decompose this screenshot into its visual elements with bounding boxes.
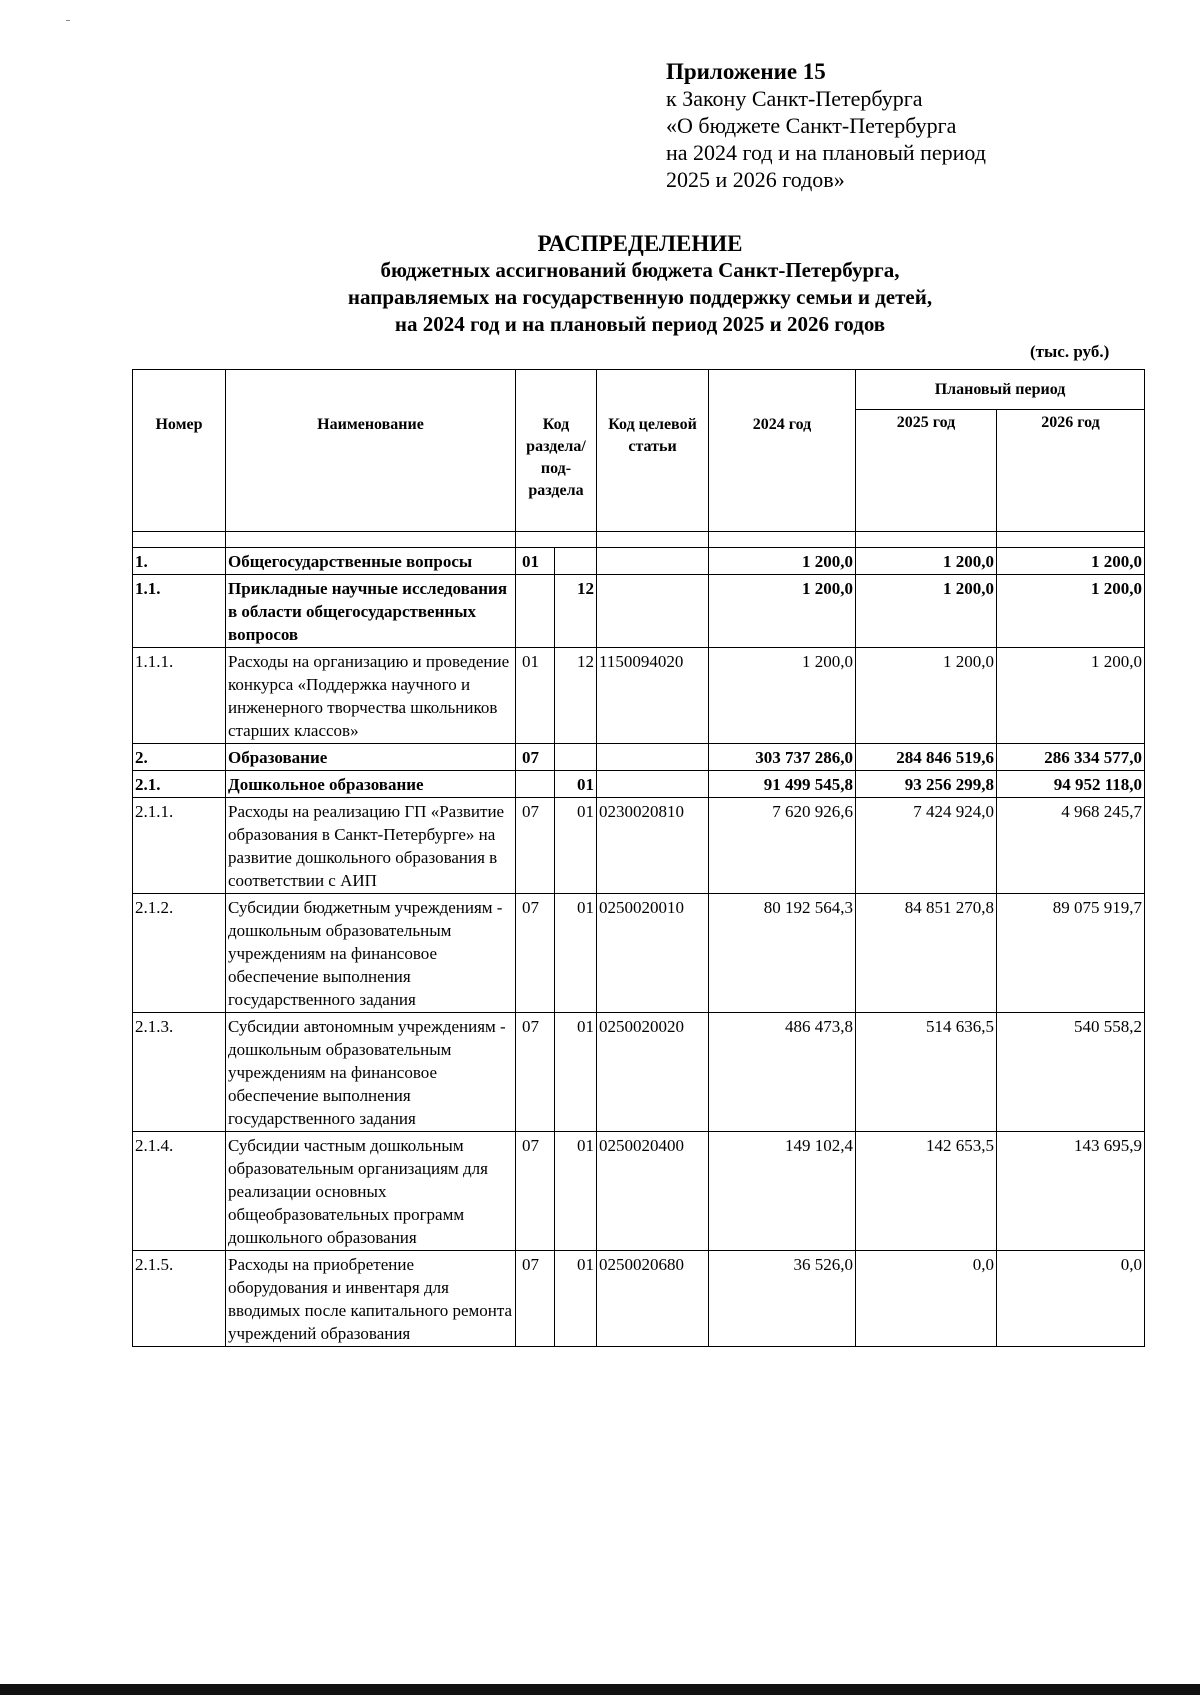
row-target-code <box>597 744 709 771</box>
row-section-code: 07 <box>516 1132 555 1251</box>
row-name: Образование <box>226 744 516 771</box>
header-name: Наименование <box>226 370 516 532</box>
row-name: Прикладные научные исследования в области общегосударственных вопросов <box>226 575 516 648</box>
header-gap-row <box>133 532 1145 548</box>
row-name: Субсидии автономным учреждениям - дошкольным образовательным учреждениям на финансовое обеспечение выполнения государственного задания <box>226 1013 516 1132</box>
row-number: 2.1.1. <box>133 798 226 894</box>
row-value-2024: 80 192 564,3 <box>709 894 856 1013</box>
row-target-code: 1150094020 <box>597 648 709 744</box>
appendix-title: Приложение 15 <box>666 59 826 84</box>
appendix-line: «О бюджете Санкт-Петербурга <box>666 113 957 138</box>
row-subsection-code: 01 <box>555 1132 597 1251</box>
appendix-line: 2025 и 2026 годов» <box>666 167 845 192</box>
document-subtitle-line: направляемых на государственную поддержку семьи и детей, <box>347 285 933 309</box>
row-section-code: 07 <box>516 744 555 771</box>
row-section-code: 07 <box>516 1013 555 1132</box>
table-row <box>133 894 1145 1013</box>
row-value-2024: 91 499 545,8 <box>709 771 856 798</box>
header-2024: 2024 год <box>709 370 856 532</box>
row-value-2025: 7 424 924,0 <box>856 798 997 894</box>
row-section-code: 01 <box>516 648 555 744</box>
row-section-code: 07 <box>516 894 555 1013</box>
row-value-2026: 4 968 245,7 <box>997 798 1145 894</box>
row-subsection-code: 01 <box>555 798 597 894</box>
row-name: Расходы на реализацию ГП «Развитие образования в Санкт-Петербурге» на развитие дошкольного образования в соответствии с АИП <box>226 798 516 894</box>
table-row <box>133 575 1145 648</box>
row-value-2026: 1 200,0 <box>997 575 1145 648</box>
row-subsection-code <box>555 548 597 575</box>
row-value-2024: 149 102,4 <box>709 1132 856 1251</box>
row-target-code <box>597 548 709 575</box>
row-value-2024: 7 620 926,6 <box>709 798 856 894</box>
header-section-code: Код раздела/ под-раздела <box>516 370 597 532</box>
row-value-2025: 84 851 270,8 <box>856 894 997 1013</box>
row-section-code <box>516 771 555 798</box>
document-title: РАСПРЕДЕЛЕНИЕ <box>537 231 743 256</box>
row-value-2024: 1 200,0 <box>709 648 856 744</box>
row-value-2025: 93 256 299,8 <box>856 771 997 798</box>
row-section-code: 07 <box>516 1251 555 1347</box>
row-value-2025: 1 200,0 <box>856 548 997 575</box>
table-row <box>133 1251 1145 1347</box>
row-subsection-code: 12 <box>555 648 597 744</box>
row-target-code <box>597 771 709 798</box>
row-value-2026: 94 952 118,0 <box>997 771 1145 798</box>
row-value-2025: 1 200,0 <box>856 575 997 648</box>
table-row <box>133 548 1145 575</box>
table-row <box>133 648 1145 744</box>
header-2025: 2025 год <box>856 410 997 532</box>
row-section-code: 01 <box>516 548 555 575</box>
appendix-line: на 2024 год и на плановый период <box>666 140 986 165</box>
table-row <box>133 1132 1145 1251</box>
row-value-2024: 1 200,0 <box>709 548 856 575</box>
document-heading <box>200 230 1080 338</box>
scan-mark <box>66 20 70 21</box>
table-row <box>133 1013 1145 1132</box>
row-number: 2.1.5. <box>133 1251 226 1347</box>
header-target-code: Код целевой статьи <box>597 370 709 532</box>
row-subsection-code: 01 <box>555 1251 597 1347</box>
row-name: Расходы на организацию и проведение конкурса «Поддержка научного и инженерного творчества школьников старших классов» <box>226 648 516 744</box>
scan-bottom-edge <box>0 1684 1200 1695</box>
row-value-2025: 514 636,5 <box>856 1013 997 1132</box>
row-name: Общегосударственные вопросы <box>226 548 516 575</box>
row-value-2025: 1 200,0 <box>856 648 997 744</box>
table-body <box>133 548 1145 1347</box>
appendix-line: к Закону Санкт-Петербурга <box>666 86 923 111</box>
row-value-2026: 143 695,9 <box>997 1132 1145 1251</box>
row-value-2024: 486 473,8 <box>709 1013 856 1132</box>
row-target-code: 0250020680 <box>597 1251 709 1347</box>
row-target-code: 0230020810 <box>597 798 709 894</box>
row-section-code: 07 <box>516 798 555 894</box>
row-value-2024: 36 526,0 <box>709 1251 856 1347</box>
row-value-2025: 142 653,5 <box>856 1132 997 1251</box>
row-value-2026: 1 200,0 <box>997 648 1145 744</box>
units-label: (тыс. руб.) <box>1030 342 1110 361</box>
budget-table <box>132 369 1145 1347</box>
row-number: 1.1. <box>133 575 226 648</box>
row-number: 2.1.3. <box>133 1013 226 1132</box>
row-target-code <box>597 575 709 648</box>
header-planned-period: Плановый период <box>856 370 1145 410</box>
row-number: 2.1.2. <box>133 894 226 1013</box>
document-subtitle-line: бюджетных ассигнований бюджета Санкт-Петербурга, <box>380 258 900 282</box>
row-subsection-code <box>555 744 597 771</box>
row-target-code: 0250020020 <box>597 1013 709 1132</box>
row-value-2025: 284 846 519,6 <box>856 744 997 771</box>
header-2026: 2026 год <box>997 410 1145 532</box>
row-value-2024: 303 737 286,0 <box>709 744 856 771</box>
row-section-code <box>516 575 555 648</box>
document-subtitle-line: на 2024 год и на плановый период 2025 и 2026 годов <box>394 312 886 336</box>
row-subsection-code: 01 <box>555 894 597 1013</box>
header-number: Номер <box>133 370 226 532</box>
row-number: 2.1. <box>133 771 226 798</box>
row-name: Дошкольное образование <box>226 771 516 798</box>
row-number: 2.1.4. <box>133 1132 226 1251</box>
row-number: 1.1.1. <box>133 648 226 744</box>
row-value-2026: 0,0 <box>997 1251 1145 1347</box>
row-subsection-code: 12 <box>555 575 597 648</box>
row-name: Субсидии бюджетным учреждениям - дошкольным образовательным учреждениям на финансовое обеспечение выполнения государственного задания <box>226 894 516 1013</box>
table-row <box>133 798 1145 894</box>
row-value-2026: 286 334 577,0 <box>997 744 1145 771</box>
row-number: 2. <box>133 744 226 771</box>
row-value-2024: 1 200,0 <box>709 575 856 648</box>
table-row <box>133 744 1145 771</box>
table-row <box>133 771 1145 798</box>
row-value-2026: 1 200,0 <box>997 548 1145 575</box>
row-number: 1. <box>133 548 226 575</box>
row-target-code: 0250020400 <box>597 1132 709 1251</box>
row-subsection-code: 01 <box>555 771 597 798</box>
row-value-2025: 0,0 <box>856 1251 997 1347</box>
row-value-2026: 540 558,2 <box>997 1013 1145 1132</box>
row-subsection-code: 01 <box>555 1013 597 1132</box>
row-value-2026: 89 075 919,7 <box>997 894 1145 1013</box>
row-name: Субсидии частным дошкольным образовательным организациям для реализации основных общеобразовательных программ дошкольного образования <box>226 1132 516 1251</box>
row-target-code: 0250020010 <box>597 894 709 1013</box>
row-name: Расходы на приобретение оборудования и инвентаря для вводимых после капитального ремонта учреждений образования <box>226 1251 516 1347</box>
appendix-block <box>666 58 986 193</box>
